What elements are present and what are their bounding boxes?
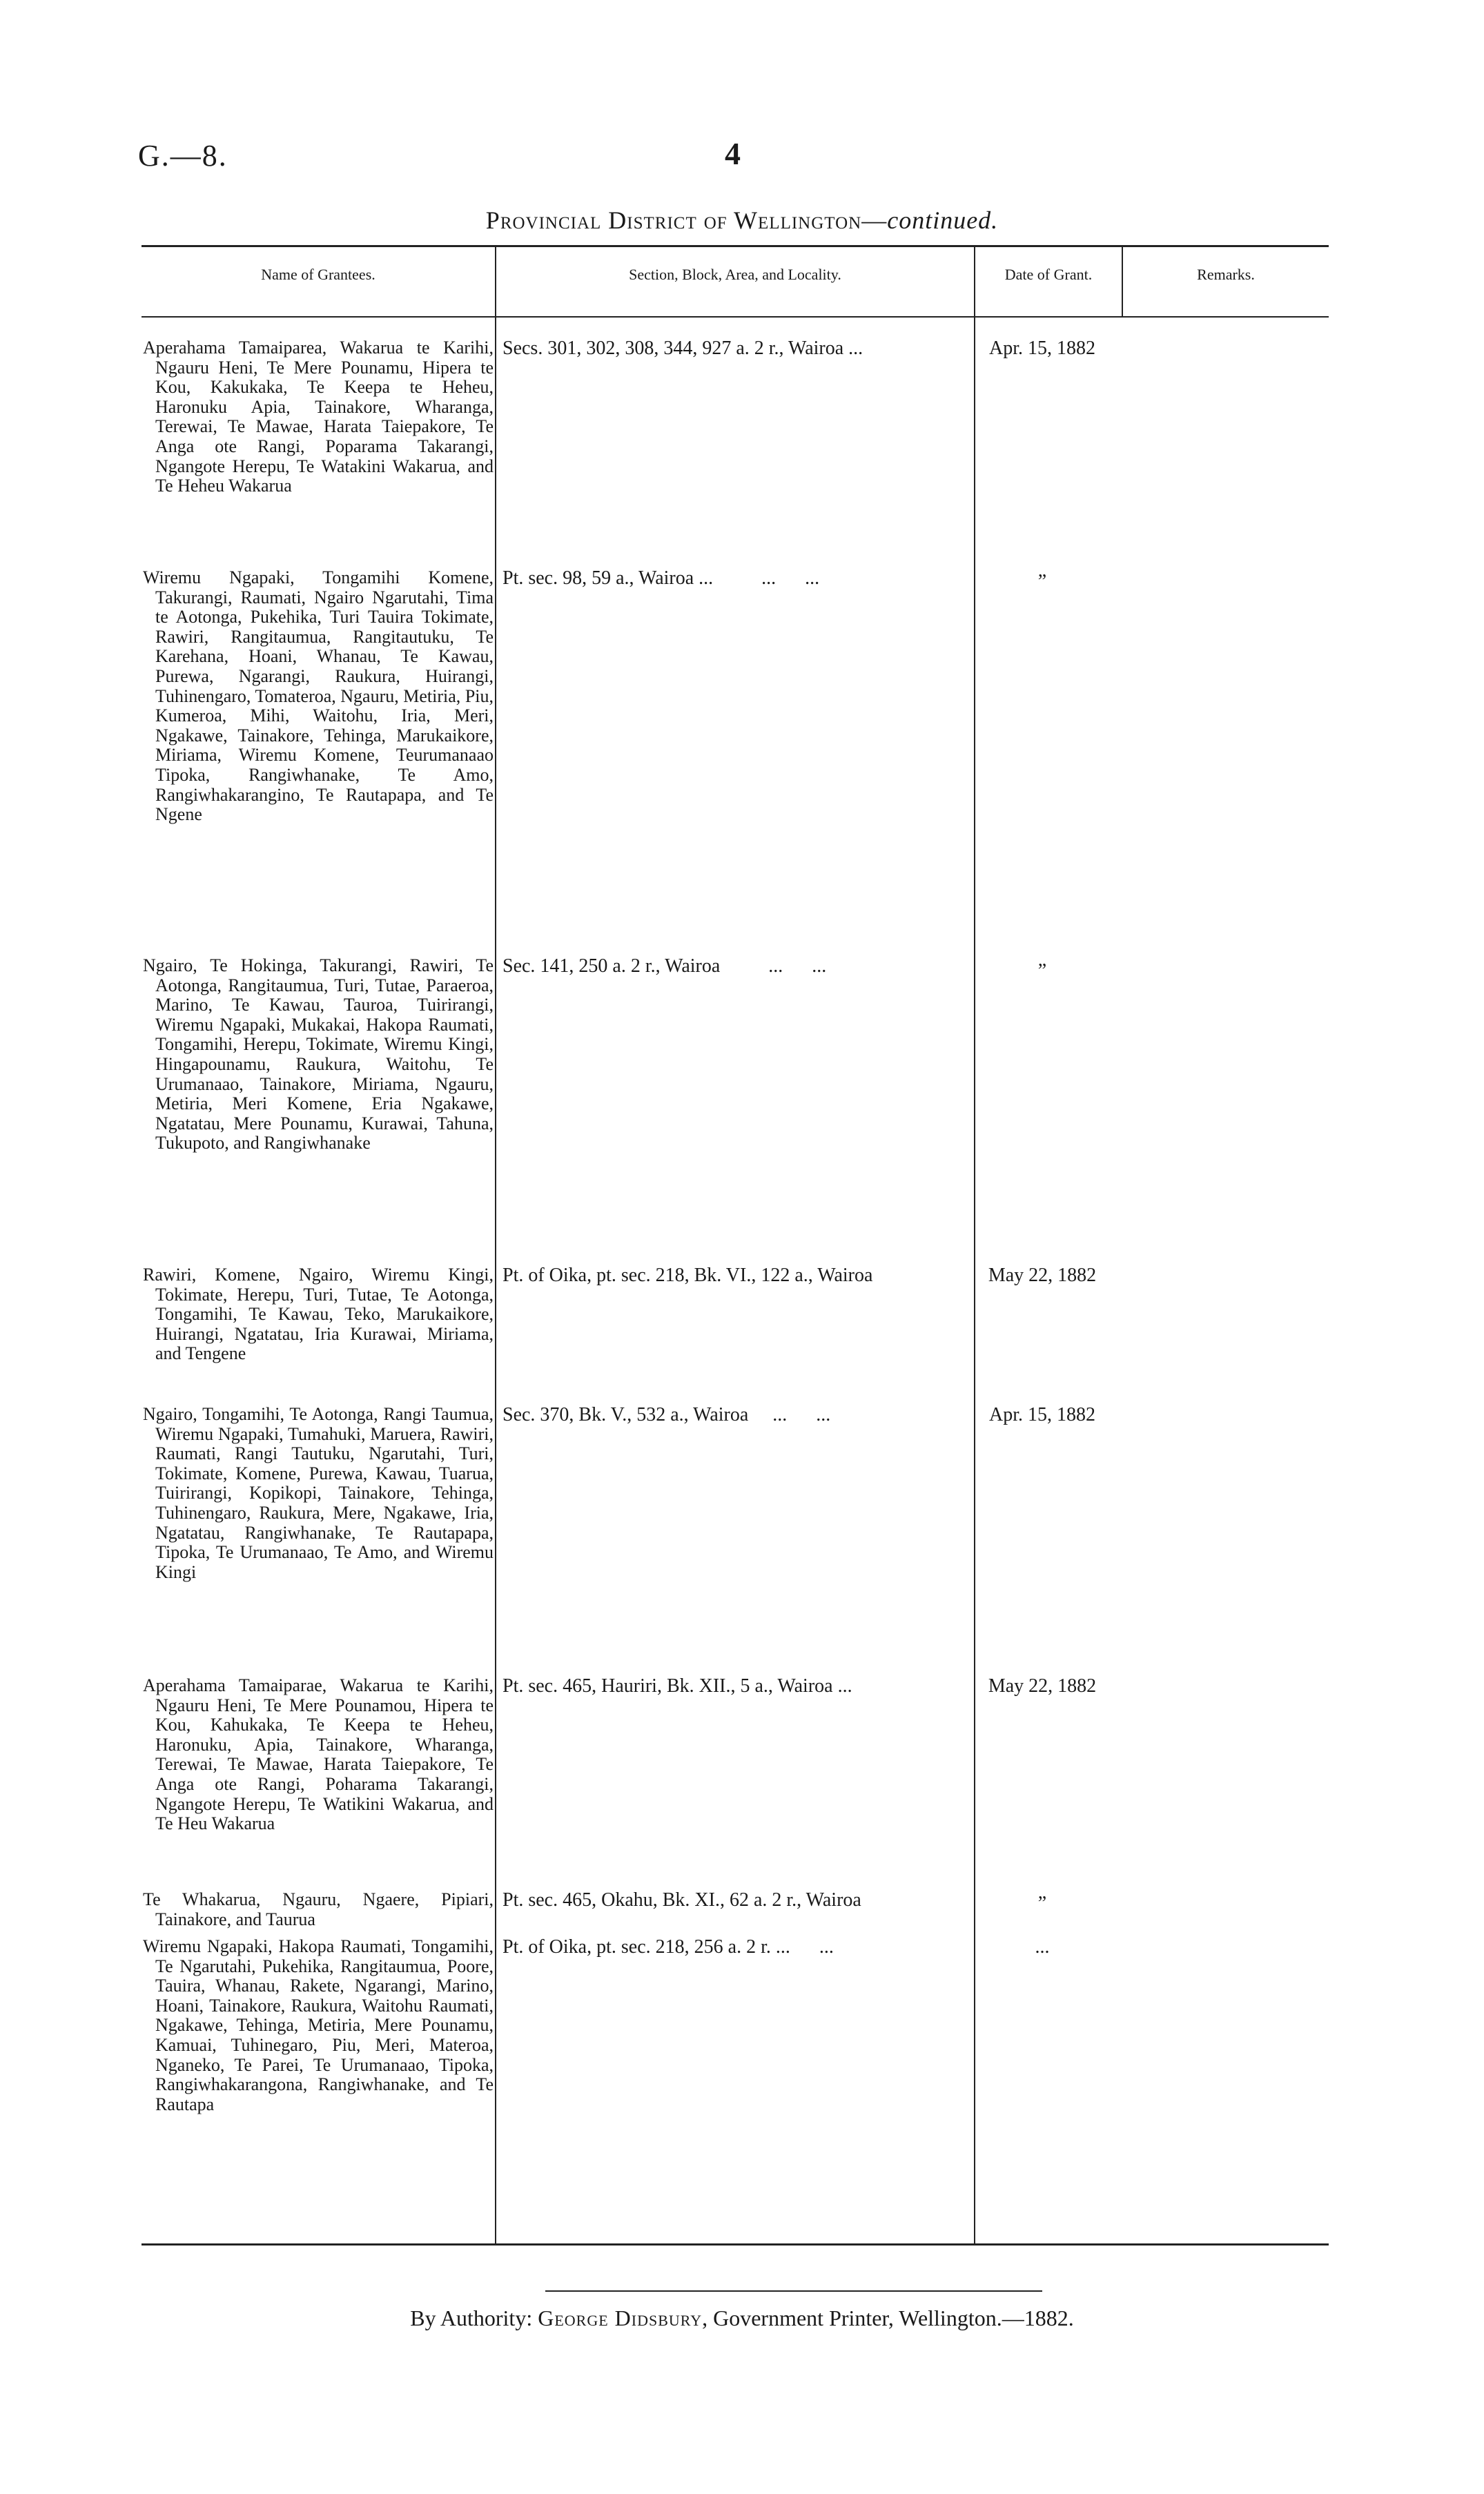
section-cell: Pt. of Oika, pt. sec. 218, Bk. VI., 122 a., Wairoa [502,1265,873,1286]
grantees-cell: Ngairo, Te Hokinga, Takurangi, Rawiri, Te Aotonga, Rangitaumua, Turi, Tutae, Paraeroa, Marino, Te Kawau, Tauroa, Tuirirangi, Wiremu Ngapaki, Mukakai, Hakopa Raumati, Tongamihi, Herepu, Tokimate, Wiremu Kingi, Hingapounamu, Raukura, Waitohu, Te Urumanaao, Tainakore, Miriama, Ngauru, Metiria, Meri Komene, Eria Ngakawe, Ngatatau, Mere Pounamu, Kurawai, Tahuna, Tukupoto, and Rangiwhanake [143,955,494,1153]
table-row [143,338,494,496]
table-row [143,1890,494,1929]
table-row [143,1676,494,1834]
section-cell: Sec. 141, 250 a. 2 r., Wairoa ... ... [502,955,827,977]
table-top-rule [141,245,1329,247]
title-district: Provincial District of Wellington— [485,206,888,234]
table-bottom-rule [141,2243,1329,2245]
date-cell: Apr. 15, 1882 [989,1404,1095,1425]
date-cell: ” [1037,960,1047,982]
grantees-cell: Aperahama Tamaiparea, Wakarua te Karihi, Ngauru Heni, Te Mere Pounamu, Hipera te Kou, Kakukaka, Te Keepa te Heheu, Haronuku Apia, Tainakore, Wharanga, Terewai, Te Mawae, Harata Taiepakore, Te Anga ote Rangi, Poparama Takarangi, Ngangote Herepu, Te Watakini Wakarua, and Te Heheu Wakarua [143,338,494,496]
column-header-section: Section, Block, Area, and Locality. [629,266,841,283]
date-cell: May 22, 1882 [988,1265,1097,1286]
date-cell: ” [1037,571,1047,592]
date-cell: ” [1037,1893,1047,1914]
section-cell: Pt. sec. 465, Hauriri, Bk. XII., 5 a., Wairoa ... [502,1675,852,1697]
column-divider-1 [495,246,496,2243]
section-cell: Secs. 301, 302, 308, 344, 927 a. 2 r., Wairoa ... [502,338,863,359]
date-cell: May 22, 1882 [988,1675,1097,1697]
section-cell: Sec. 370, Bk. V., 532 a., Wairoa ... ... [502,1404,831,1425]
table-row [143,1405,494,1582]
date-cell: Apr. 15, 1882 [989,338,1095,359]
title-continued: continued. [887,206,999,234]
grantees-cell: Wiremu Ngapaki, Tongamihi Komene, Takurangi, Raumati, Ngairo Ngarutahi, Tima te Aotonga, Pukehika, Turi Tauira Tokimate, Rawiri, Rangitaumua, Rangitautuku, Te Karehana, Hoani, Whanau, Te Kawau, Purewa, Ngarangi, Raukura, Huirangi, Tuhinengaro, Tomateroa, Ngauru, Metiria, Piu, Kumeroa, Mihi, Waitohu, Iria, Meri, Ngakawe, Tainakore, Tehinga, Marukaikore, Miriama, Wiremu Komene, Teurumanaao Tipoka, Rangiwhanake, Te Amo, Rangiwhakarangino, Te Rautapapa, and Te Ngene [143,567,494,825]
table-row [143,568,494,825]
page-title [0,206,1484,235]
column-header-remarks: Remarks. [1197,266,1255,283]
footer-rule [545,2290,1042,2292]
section-cell: Pt. sec. 98, 59 a., Wairoa ... ... ... [502,567,820,589]
grantees-cell: Aperahama Tamaiparae, Wakarua te Karihi, Ngauru Heni, Te Mere Pounamou, Hipera te Kou, Kahukaka, Te Keepa te Heheu, Haronuku, Apia, Tainakore, Wharanga, Terewai, Te Mawae, Harata Taiepakore, Te Anga ote Rangi, Poharama Takarangi, Ngangote Herepu, Te Watikini Wakarua, and Te Heu Wakarua [143,1675,494,1834]
document-code: G.—8. [138,139,228,173]
column-header-date: Date of Grant. [1004,266,1093,283]
table-header-rule [141,316,1329,318]
section-cell: Pt. sec. 465, Okahu, Bk. XI., 62 a. 2 r., Wairoa [502,1889,861,1911]
grantees-cell: Wiremu Ngapaki, Hakopa Raumati, Tongamihi, Te Ngarutahi, Pukehika, Rangitaumua, Poore, Tauira, Whanau, Rakete, Ngarangi, Marino, Hoani, Tainakore, Raukura, Waitohu Raumati, Ngakawe, Tehinga, Metiria, Mere Pounamu, Kamuai, Tuhinegaro, Piu, Meri, Materoa, Nganeko, Te Parei, Te Urumanaao, Tipoka, Rangiwhakarangona, Rangiwhanake, and Te Rautapa [143,1936,494,2114]
footer-prefix: By Authority: [410,2306,538,2330]
printer-credit [0,2306,1484,2331]
grantees-cell: Ngairo, Tongamihi, Te Aotonga, Rangi Taumua, Wiremu Ngapaki, Tumahuki, Maruera, Rawiri, Raumati, Rangi Tautuku, Ngarutahi, Turi, Tokimate, Komene, Purewa, Kawau, Tuarua, Tuirirangi, Kopikopi, Tainakore, Tehinga, Tuhinengaro, Raukura, Mere, Ngakawe, Iria, Ngatatau, Rangiwhanake, Te Rautapapa, Tipoka, Te Urumanaao, Te Amo, and Wiremu Kingi [143,1404,494,1582]
column-header-grantees: Name of Grantees. [261,266,375,283]
page-number: 4 [725,136,741,171]
grantees-cell: Rawiri, Komene, Ngairo, Wiremu Kingi, Tokimate, Herepu, Turi, Tutae, Te Aotonga, Tongamihi, Te Kawau, Teko, Marukaikore, Huirangi, Ngatatau, Iria Kurawai, Miriama, and Tengene [143,1265,494,1364]
grantees-cell: Te Whakarua, Ngauru, Ngaere, Pipiari, Tainakore, and Taurua [143,1889,494,1929]
table-row [143,956,494,1153]
footer-suffix: , Government Printer, Wellington.—1882. [702,2306,1074,2330]
section-cell: Pt. of Oika, pt. sec. 218, 256 a. 2 r. ... ... [502,1936,834,1958]
table-row [143,1937,494,2114]
printer-name: George Didsbury [538,2306,703,2330]
date-cell: ... [1035,1936,1050,1958]
table-row [143,1265,494,1364]
